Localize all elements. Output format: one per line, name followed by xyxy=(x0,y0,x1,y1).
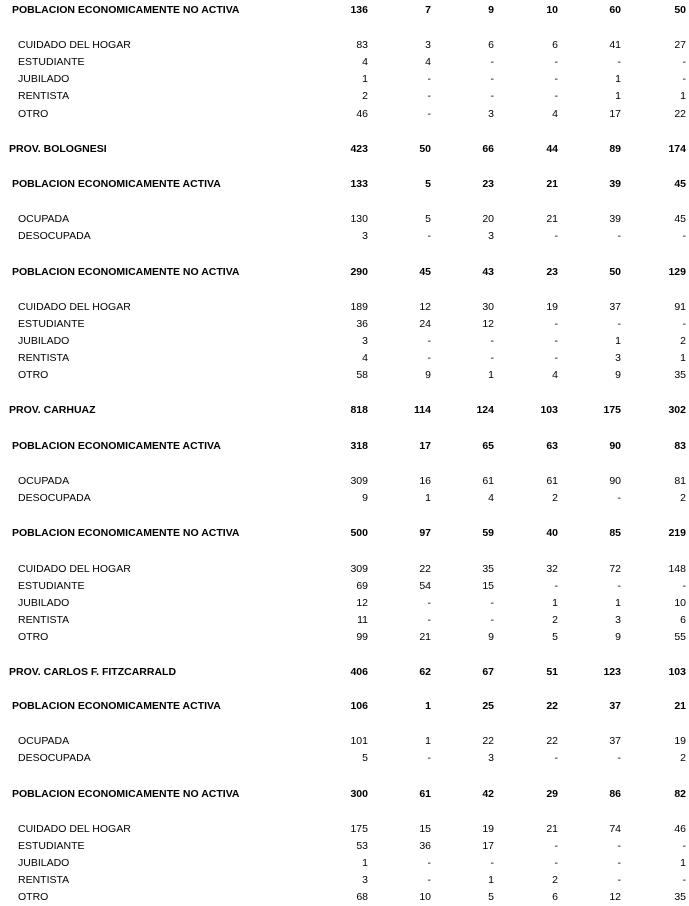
row-label: CUIDADO DEL HOGAR xyxy=(18,563,131,575)
item-row xyxy=(0,55,689,69)
value-cell: 6 xyxy=(552,39,558,51)
value-cell: 818 xyxy=(350,404,368,416)
value-cell: 36 xyxy=(356,318,368,330)
value-cell: 3 xyxy=(488,108,494,120)
value-cell: 45 xyxy=(674,213,686,225)
value-cell: 5 xyxy=(362,752,368,764)
value-cell: - xyxy=(490,597,494,609)
value-cell: - xyxy=(554,56,558,68)
value-cell: - xyxy=(617,580,621,592)
value-cell: - xyxy=(427,874,431,886)
value-cell: - xyxy=(682,874,686,886)
value-cell: 1 xyxy=(615,90,621,102)
value-cell: 10 xyxy=(674,597,686,609)
value-cell: - xyxy=(427,335,431,347)
row-label: ESTUDIANTE xyxy=(18,580,85,592)
value-cell: 148 xyxy=(668,563,686,575)
item-row xyxy=(0,212,689,226)
value-cell: - xyxy=(617,492,621,504)
value-cell: 37 xyxy=(609,700,621,712)
row-label: OTRO xyxy=(18,369,49,381)
value-cell: - xyxy=(427,857,431,869)
value-cell: 60 xyxy=(609,4,621,16)
value-cell: 1 xyxy=(680,90,686,102)
group-row xyxy=(0,265,689,279)
value-cell: 39 xyxy=(609,178,621,190)
value-cell: 91 xyxy=(674,301,686,313)
value-cell: 9 xyxy=(615,631,621,643)
value-cell: 1 xyxy=(425,735,431,747)
value-cell: 1 xyxy=(680,857,686,869)
value-cell: 12 xyxy=(356,597,368,609)
value-cell: 42 xyxy=(482,788,494,800)
value-cell: 106 xyxy=(350,700,368,712)
value-cell: 1 xyxy=(362,73,368,85)
value-cell: 85 xyxy=(609,527,621,539)
value-cell: - xyxy=(682,840,686,852)
value-cell: 219 xyxy=(668,527,686,539)
value-cell: 22 xyxy=(546,735,558,747)
item-row xyxy=(0,334,689,348)
value-cell: 309 xyxy=(350,563,368,575)
value-cell: 3 xyxy=(425,39,431,51)
row-label: OTRO xyxy=(18,891,49,903)
row-label: POBLACION ECONOMICAMENTE NO ACTIVA xyxy=(12,527,240,539)
item-row xyxy=(0,300,689,314)
item-row xyxy=(0,579,689,593)
row-label: ESTUDIANTE xyxy=(18,56,85,68)
value-cell: - xyxy=(490,73,494,85)
value-cell: 11 xyxy=(357,614,368,626)
value-cell: 35 xyxy=(482,563,494,575)
value-cell: 61 xyxy=(546,475,558,487)
value-cell: 65 xyxy=(482,440,494,452)
value-cell: - xyxy=(427,352,431,364)
value-cell: 3 xyxy=(362,230,368,242)
row-label: OTRO xyxy=(18,631,49,643)
value-cell: 5 xyxy=(425,178,431,190)
row-label: POBLACION ECONOMICAMENTE ACTIVA xyxy=(12,700,221,712)
value-cell: 4 xyxy=(362,352,368,364)
value-cell: 53 xyxy=(356,840,368,852)
value-cell: 9 xyxy=(615,369,621,381)
item-row xyxy=(0,368,689,382)
value-cell: 1 xyxy=(615,335,621,347)
value-cell: 43 xyxy=(482,266,494,278)
value-cell: 19 xyxy=(482,823,494,835)
value-cell: - xyxy=(617,318,621,330)
value-cell: 1 xyxy=(615,73,621,85)
group-row xyxy=(0,787,689,801)
value-cell: 21 xyxy=(546,823,558,835)
value-cell: 99 xyxy=(356,631,368,643)
value-cell: 12 xyxy=(482,318,494,330)
value-cell: 35 xyxy=(674,369,686,381)
item-row xyxy=(0,734,689,748)
value-cell: 30 xyxy=(482,301,494,313)
value-cell: 133 xyxy=(350,178,368,190)
value-cell: 12 xyxy=(419,301,431,313)
value-cell: - xyxy=(617,752,621,764)
item-row xyxy=(0,72,689,86)
value-cell: - xyxy=(682,230,686,242)
value-cell: 10 xyxy=(546,4,558,16)
item-row xyxy=(0,873,689,887)
item-row xyxy=(0,107,689,121)
value-cell: 4 xyxy=(362,56,368,68)
row-label: RENTISTA xyxy=(18,874,70,886)
value-cell: 1 xyxy=(425,700,431,712)
value-cell: 1 xyxy=(552,597,558,609)
group-row xyxy=(0,439,689,453)
value-cell: 175 xyxy=(350,823,368,835)
item-row xyxy=(0,89,689,103)
value-cell: 72 xyxy=(609,563,621,575)
value-cell: 6 xyxy=(680,614,686,626)
value-cell: 61 xyxy=(482,475,494,487)
value-cell: 50 xyxy=(674,4,686,16)
value-cell: - xyxy=(682,56,686,68)
row-label: CUIDADO DEL HOGAR xyxy=(18,39,131,51)
value-cell: - xyxy=(554,73,558,85)
value-cell: 423 xyxy=(350,143,368,155)
item-row xyxy=(0,856,689,870)
value-cell: 12 xyxy=(609,891,621,903)
value-cell: 5 xyxy=(552,631,558,643)
value-cell: - xyxy=(682,580,686,592)
value-cell: 114 xyxy=(414,404,431,416)
row-label: OCUPADA xyxy=(18,475,70,487)
item-row xyxy=(0,491,689,505)
value-cell: 136 xyxy=(350,4,368,16)
value-cell: 1 xyxy=(362,857,368,869)
value-cell: 25 xyxy=(482,700,494,712)
value-cell: 83 xyxy=(674,440,686,452)
value-cell: 83 xyxy=(356,39,368,51)
value-cell: 23 xyxy=(482,178,494,190)
value-cell: 175 xyxy=(603,404,621,416)
group-row xyxy=(0,699,689,713)
value-cell: 62 xyxy=(419,666,431,678)
value-cell: - xyxy=(554,352,558,364)
value-cell: - xyxy=(427,108,431,120)
value-cell: 5 xyxy=(425,213,431,225)
row-label: RENTISTA xyxy=(18,90,70,102)
value-cell: 4 xyxy=(488,492,494,504)
row-label: ESTUDIANTE xyxy=(18,840,85,852)
value-cell: 29 xyxy=(546,788,558,800)
value-cell: 67 xyxy=(482,666,494,678)
value-cell: 69 xyxy=(356,580,368,592)
value-cell: - xyxy=(554,580,558,592)
value-cell: 17 xyxy=(482,840,494,852)
value-cell: 103 xyxy=(540,404,558,416)
row-label: CUIDADO DEL HOGAR xyxy=(18,823,131,835)
value-cell: - xyxy=(490,56,494,68)
row-label: OTRO xyxy=(18,108,49,120)
row-label: PROV. BOLOGNESI xyxy=(9,143,107,155)
value-cell: 27 xyxy=(674,39,686,51)
value-cell: - xyxy=(490,352,494,364)
value-cell: 58 xyxy=(356,369,368,381)
value-cell: 290 xyxy=(350,266,368,278)
value-cell: 15 xyxy=(482,580,494,592)
value-cell: 21 xyxy=(674,700,686,712)
province-row xyxy=(0,403,689,417)
value-cell: 5 xyxy=(488,891,494,903)
item-row xyxy=(0,562,689,576)
value-cell: 9 xyxy=(488,631,494,643)
value-cell: 174 xyxy=(668,143,686,155)
value-cell: 22 xyxy=(674,108,686,120)
value-cell: 318 xyxy=(350,440,368,452)
value-cell: 2 xyxy=(680,492,686,504)
value-cell: 50 xyxy=(419,143,431,155)
value-cell: 16 xyxy=(419,475,431,487)
value-cell: 32 xyxy=(546,563,558,575)
value-cell: 406 xyxy=(350,666,368,678)
group-row xyxy=(0,526,689,540)
row-label: DESOCUPADA xyxy=(18,752,91,764)
row-label: POBLACION ECONOMICAMENTE NO ACTIVA xyxy=(12,266,240,278)
value-cell: 1 xyxy=(488,874,494,886)
row-label: JUBILADO xyxy=(18,335,70,347)
value-cell: 22 xyxy=(419,563,431,575)
value-cell: 50 xyxy=(609,266,621,278)
value-cell: 24 xyxy=(419,318,431,330)
value-cell: 9 xyxy=(488,4,494,16)
value-cell: 21 xyxy=(546,213,558,225)
value-cell: - xyxy=(617,230,621,242)
value-cell: 66 xyxy=(482,143,494,155)
value-cell: 124 xyxy=(476,404,494,416)
value-cell: 1 xyxy=(425,492,431,504)
value-cell: - xyxy=(427,614,431,626)
item-row xyxy=(0,317,689,331)
value-cell: - xyxy=(490,857,494,869)
value-cell: 15 xyxy=(419,823,431,835)
value-cell: - xyxy=(617,840,621,852)
value-cell: 309 xyxy=(350,475,368,487)
value-cell: 35 xyxy=(674,891,686,903)
value-cell: 74 xyxy=(609,823,621,835)
value-cell: - xyxy=(682,318,686,330)
row-label: OCUPADA xyxy=(18,735,70,747)
value-cell: 63 xyxy=(546,440,558,452)
value-cell: 2 xyxy=(680,752,686,764)
row-label: RENTISTA xyxy=(18,614,70,626)
value-cell: 44 xyxy=(546,143,558,155)
item-row xyxy=(0,839,689,853)
value-cell: - xyxy=(617,56,621,68)
value-cell: - xyxy=(427,597,431,609)
value-cell: 39 xyxy=(609,213,621,225)
value-cell: 45 xyxy=(419,266,431,278)
value-cell: 3 xyxy=(615,614,621,626)
value-cell: 19 xyxy=(674,735,686,747)
value-cell: 2 xyxy=(362,90,368,102)
value-cell: 189 xyxy=(350,301,368,313)
value-cell: 500 xyxy=(350,527,368,539)
value-cell: - xyxy=(427,90,431,102)
value-cell: 21 xyxy=(419,631,431,643)
value-cell: 10 xyxy=(419,891,431,903)
value-cell: 40 xyxy=(546,527,558,539)
row-label: POBLACION ECONOMICAMENTE ACTIVA xyxy=(12,178,221,190)
row-label: JUBILADO xyxy=(18,73,70,85)
row-label: JUBILADO xyxy=(18,857,70,869)
value-cell: 21 xyxy=(546,178,558,190)
value-cell: 2 xyxy=(680,335,686,347)
value-cell: 20 xyxy=(482,213,494,225)
value-cell: 4 xyxy=(552,369,558,381)
value-cell: - xyxy=(427,752,431,764)
item-row xyxy=(0,229,689,243)
row-label: POBLACION ECONOMICAMENTE NO ACTIVA xyxy=(12,788,240,800)
value-cell: - xyxy=(554,752,558,764)
value-cell: 7 xyxy=(425,4,431,16)
row-label: PROV. CARHUAZ xyxy=(9,404,96,416)
value-cell: 2 xyxy=(552,874,558,886)
value-cell: - xyxy=(490,90,494,102)
value-cell: 51 xyxy=(546,666,558,678)
row-label: POBLACION ECONOMICAMENTE NO ACTIVA xyxy=(12,4,240,16)
value-cell: 6 xyxy=(488,39,494,51)
value-cell: 9 xyxy=(362,492,368,504)
value-cell: 17 xyxy=(419,440,431,452)
value-cell: - xyxy=(554,840,558,852)
value-cell: - xyxy=(554,318,558,330)
value-cell: 37 xyxy=(609,301,621,313)
value-cell: 103 xyxy=(668,666,686,678)
value-cell: 36 xyxy=(419,840,431,852)
value-cell: 22 xyxy=(482,735,494,747)
row-label: DESOCUPADA xyxy=(18,230,91,242)
value-cell: 9 xyxy=(425,369,431,381)
value-cell: 54 xyxy=(419,580,431,592)
value-cell: 3 xyxy=(362,335,368,347)
item-row xyxy=(0,38,689,52)
value-cell: - xyxy=(490,335,494,347)
value-cell: 17 xyxy=(609,108,621,120)
value-cell: 4 xyxy=(425,56,431,68)
value-cell: 129 xyxy=(668,266,686,278)
item-row xyxy=(0,596,689,610)
value-cell: - xyxy=(554,230,558,242)
value-cell: 86 xyxy=(609,788,621,800)
value-cell: - xyxy=(617,857,621,869)
value-cell: 22 xyxy=(546,700,558,712)
value-cell: - xyxy=(682,73,686,85)
row-label: RENTISTA xyxy=(18,352,70,364)
row-label: POBLACION ECONOMICAMENTE ACTIVA xyxy=(12,440,221,452)
value-cell: 45 xyxy=(674,178,686,190)
value-cell: 6 xyxy=(552,891,558,903)
value-cell: 2 xyxy=(552,492,558,504)
value-cell: 3 xyxy=(488,752,494,764)
value-cell: 41 xyxy=(609,39,621,51)
value-cell: 23 xyxy=(546,266,558,278)
value-cell: 3 xyxy=(362,874,368,886)
row-label: ESTUDIANTE xyxy=(18,318,85,330)
value-cell: 101 xyxy=(350,735,368,747)
value-cell: 61 xyxy=(419,788,431,800)
row-label: OCUPADA xyxy=(18,213,70,225)
value-cell: 89 xyxy=(609,143,621,155)
value-cell: 19 xyxy=(546,301,558,313)
row-label: PROV. CARLOS F. FITZCARRALD xyxy=(9,666,177,678)
value-cell: 59 xyxy=(482,527,494,539)
item-row xyxy=(0,474,689,488)
value-cell: 46 xyxy=(356,108,368,120)
value-cell: 90 xyxy=(609,440,621,452)
value-cell: 3 xyxy=(488,230,494,242)
value-cell: 302 xyxy=(668,404,686,416)
item-row xyxy=(0,822,689,836)
value-cell: 68 xyxy=(356,891,368,903)
value-cell: - xyxy=(427,230,431,242)
value-cell: - xyxy=(554,857,558,869)
group-row xyxy=(0,3,689,17)
row-label: DESOCUPADA xyxy=(18,492,91,504)
value-cell: 1 xyxy=(680,352,686,364)
province-row xyxy=(0,665,689,679)
value-cell: 1 xyxy=(488,369,494,381)
value-cell: 4 xyxy=(552,108,558,120)
value-cell: 81 xyxy=(674,475,686,487)
value-cell: 2 xyxy=(552,614,558,626)
item-row xyxy=(0,613,689,627)
value-cell: 46 xyxy=(674,823,686,835)
value-cell: 90 xyxy=(609,475,621,487)
row-label: JUBILADO xyxy=(18,597,70,609)
value-cell: 130 xyxy=(350,213,368,225)
value-cell: 55 xyxy=(674,631,686,643)
value-cell: 3 xyxy=(615,352,621,364)
value-cell: 1 xyxy=(615,597,621,609)
value-cell: 82 xyxy=(674,788,686,800)
value-cell: 123 xyxy=(603,666,621,678)
value-cell: - xyxy=(554,335,558,347)
item-row xyxy=(0,351,689,365)
value-cell: - xyxy=(427,73,431,85)
group-row xyxy=(0,177,689,191)
item-row xyxy=(0,630,689,644)
item-row xyxy=(0,890,689,904)
value-cell: - xyxy=(617,874,621,886)
row-label: CUIDADO DEL HOGAR xyxy=(18,301,131,313)
value-cell: 37 xyxy=(609,735,621,747)
value-cell: - xyxy=(490,614,494,626)
item-row xyxy=(0,751,689,765)
value-cell: 300 xyxy=(350,788,368,800)
province-row xyxy=(0,142,689,156)
value-cell: 97 xyxy=(419,527,431,539)
value-cell: - xyxy=(554,90,558,102)
